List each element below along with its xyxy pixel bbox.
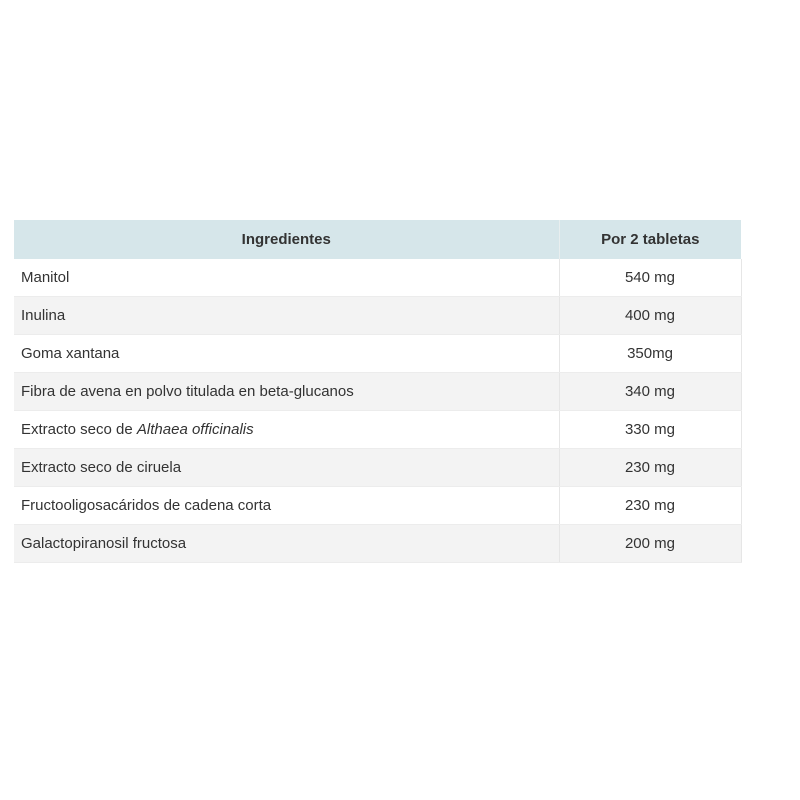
ingredient-name-cell	[14, 525, 559, 563]
column-header-amount: Por 2 tabletas	[559, 220, 741, 259]
ingredient-name-cell	[14, 335, 559, 373]
ingredient-amount: 200 mg	[559, 525, 741, 563]
table-row	[14, 335, 741, 373]
table-row	[14, 449, 741, 487]
ingredient-amount: 340 mg	[559, 373, 741, 411]
ingredient-name-cell	[14, 411, 559, 449]
table-row	[14, 487, 741, 525]
table-header-row	[14, 220, 741, 259]
table-row	[14, 373, 741, 411]
ingredient-name-cell	[14, 259, 559, 297]
ingredient-name: Manitol	[21, 269, 70, 286]
ingredient-name: Extracto seco de	[21, 421, 137, 438]
ingredient-amount: 330 mg	[559, 411, 741, 449]
ingredient-name-cell	[14, 373, 559, 411]
ingredient-name-italic: Althaea officinalis	[136, 421, 254, 438]
ingredient-name: Inulina	[21, 307, 66, 324]
ingredient-amount: 540 mg	[559, 259, 741, 297]
ingredient-amount: 350mg	[559, 335, 741, 373]
ingredient-name-cell	[14, 297, 559, 335]
ingredient-name: Fructooligosacáridos de cadena corta	[21, 497, 272, 514]
ingredient-amount: 400 mg	[559, 297, 741, 335]
ingredient-name-cell	[14, 487, 559, 525]
ingredient-amount: 230 mg	[559, 487, 741, 525]
column-header-ingredients: Ingredientes	[14, 220, 559, 259]
ingredient-name: Extracto seco de ciruela	[21, 459, 182, 476]
table-row	[14, 259, 741, 297]
ingredient-name: Galactopiranosil fructosa	[21, 535, 187, 552]
ingredients-table	[14, 220, 742, 563]
ingredient-amount: 230 mg	[559, 449, 741, 487]
ingredient-name: Goma xantana	[21, 345, 120, 362]
table-row	[14, 297, 741, 335]
table-row	[14, 411, 741, 449]
table-row	[14, 525, 741, 563]
ingredient-name-cell	[14, 449, 559, 487]
ingredient-name: Fibra de avena en polvo titulada en beta-glucanos	[21, 383, 354, 400]
